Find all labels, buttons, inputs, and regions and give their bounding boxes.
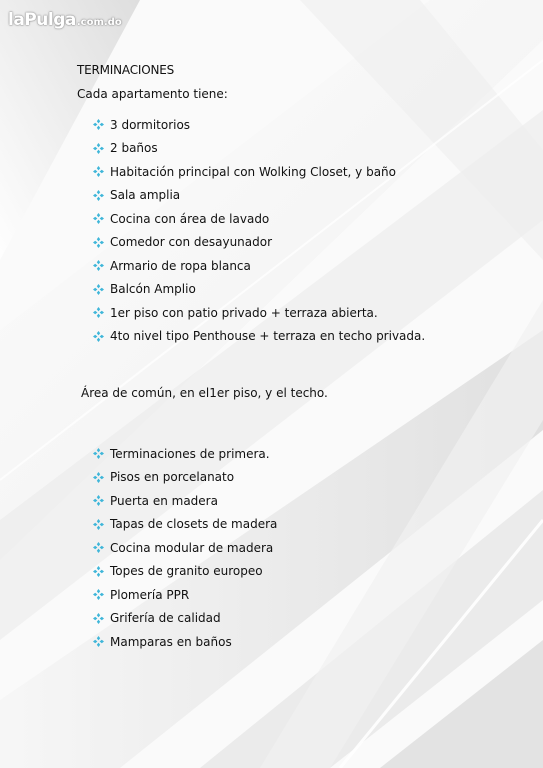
- finishes-list: [93, 442, 277, 654]
- list-item-text: 3 dormitorios: [110, 117, 191, 132]
- watermark-domain: .com.do: [76, 17, 122, 28]
- four-diamond-bullet-icon: [93, 613, 104, 624]
- four-diamond-bullet-icon: [93, 566, 104, 577]
- four-diamond-bullet-icon: [93, 260, 104, 271]
- list-item-text: Terminaciones de primera.: [110, 446, 270, 461]
- list-item-text: Topes de granito europeo: [110, 564, 263, 579]
- list-item-text: Balcón Amplio: [110, 282, 196, 297]
- list-item: [93, 184, 425, 208]
- four-diamond-bullet-icon: [93, 519, 104, 530]
- list-item: [93, 137, 425, 161]
- four-diamond-bullet-icon: [93, 166, 104, 177]
- four-diamond-bullet-icon: [93, 143, 104, 154]
- list-item-text: Grifería de calidad: [110, 611, 221, 626]
- four-diamond-bullet-icon: [93, 237, 104, 248]
- four-diamond-bullet-icon: [93, 589, 104, 600]
- four-diamond-bullet-icon: [93, 542, 104, 553]
- list-item-text: 1er piso con patio privado + terraza abierta.: [110, 305, 378, 320]
- list-item: [93, 278, 425, 302]
- list-item: [93, 583, 277, 607]
- list-item-text: Cocina con área de lavado: [110, 211, 270, 226]
- four-diamond-bullet-icon: [93, 472, 104, 483]
- list-item: [93, 231, 425, 255]
- list-item-text: Sala amplia: [110, 188, 181, 203]
- list-item: [93, 489, 277, 513]
- list-item: [93, 630, 277, 654]
- list-item-text: Mamparas en baños: [110, 634, 232, 649]
- list-item: [93, 113, 425, 137]
- list-item: [93, 325, 425, 349]
- apartment-features-list: [93, 113, 425, 348]
- list-item-text: Plomería PPR: [110, 587, 190, 602]
- intro-text: Cada apartamento tiene:: [77, 87, 228, 101]
- four-diamond-bullet-icon: [93, 636, 104, 647]
- list-item: [93, 466, 277, 490]
- list-item-text: Comedor con desayunador: [110, 235, 273, 250]
- four-diamond-bullet-icon: [93, 307, 104, 318]
- list-item-text: Tapas de closets de madera: [110, 517, 278, 532]
- list-item: [93, 442, 277, 466]
- list-item-text: Habitación principal con Wolking Closet, y baño: [110, 164, 396, 179]
- watermark-brand: laPulga: [8, 10, 76, 30]
- site-watermark: [8, 10, 122, 30]
- four-diamond-bullet-icon: [93, 119, 104, 130]
- list-item-text: Puerta en madera: [110, 493, 218, 508]
- section-heading: TERMINACIONES: [77, 63, 175, 77]
- four-diamond-bullet-icon: [93, 284, 104, 295]
- list-item-text: 2 baños: [110, 141, 158, 156]
- list-item: [93, 513, 277, 537]
- list-item: [93, 536, 277, 560]
- common-area-title: Área de común, en el1er piso, y el techo.: [81, 386, 328, 400]
- four-diamond-bullet-icon: [93, 331, 104, 342]
- list-item: [93, 254, 425, 278]
- list-item: [93, 207, 425, 231]
- list-item: [93, 560, 277, 584]
- list-item: [93, 160, 425, 184]
- list-item-text: Armario de ropa blanca: [110, 258, 251, 273]
- list-item-text: Pisos en porcelanato: [110, 470, 235, 485]
- four-diamond-bullet-icon: [93, 448, 104, 459]
- four-diamond-bullet-icon: [93, 495, 104, 506]
- list-item-text: 4to nivel tipo Penthouse + terraza en techo privada.: [110, 329, 426, 344]
- list-item: [93, 607, 277, 631]
- four-diamond-bullet-icon: [93, 190, 104, 201]
- list-item: [93, 301, 425, 325]
- list-item-text: Cocina modular de madera: [110, 540, 274, 555]
- four-diamond-bullet-icon: [93, 213, 104, 224]
